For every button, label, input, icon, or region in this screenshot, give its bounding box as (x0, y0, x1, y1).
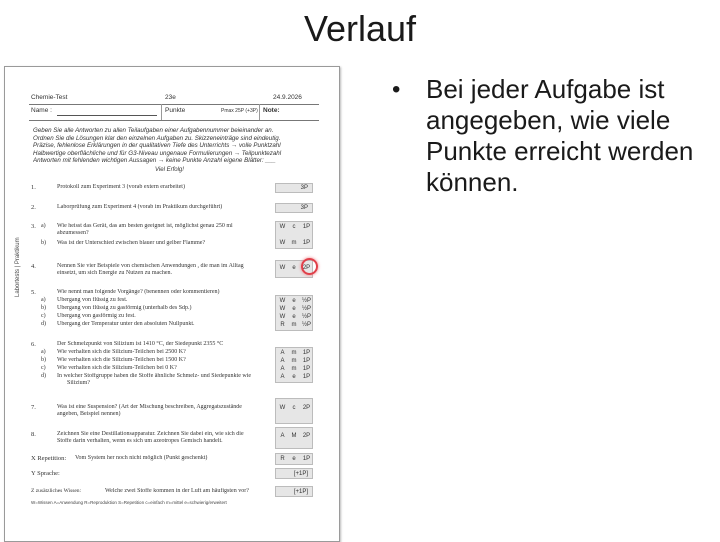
points-level: m (291, 366, 297, 372)
question-text: Welche zwei Stoffe kommen in der Luft am häufigsten vor? (105, 488, 249, 494)
points-value: 1P (302, 358, 311, 364)
points-value: 1P (302, 374, 311, 380)
instruction-line: Präzise, fehlenlose Erklärungen in der qualitativen Tiefe des Unterrichts → volle Punktzahl (33, 142, 281, 150)
question-number: 2. (31, 204, 36, 211)
points-level: e (292, 374, 296, 380)
question-number: 6. (31, 341, 36, 348)
points-value: 1P (302, 366, 311, 372)
points-value: [+1P] (293, 489, 308, 495)
points-value: 3P (300, 205, 308, 211)
points-type: W (279, 265, 286, 271)
points-value: ½P (301, 322, 311, 328)
question-number: 1. (31, 184, 36, 191)
question-text: Übergang von gasförmig zu fest. (57, 313, 136, 319)
slide-title: Verlauf (303, 8, 417, 49)
question-text: Zeichnen Sie eine Destillationsapparatur. Zeichnen Sie dabei ein, wie sich die (57, 431, 244, 437)
test-document-image (4, 66, 340, 542)
doc-punkte-label: Punkte (165, 107, 186, 114)
question-number: 4. (31, 263, 36, 270)
question-text: Stoffe darin verhalten, wenn es sich um azeotropes Gemisch handelt. (57, 438, 223, 444)
question-text: Übergang der Temperatur unter den absoluten Nullpunkt. (57, 321, 195, 327)
question-text: Der Schmelzpunkt von Silizium ist 1410 °C, der Siedepunkt 2355 °C (57, 341, 224, 347)
question-number: 8. (31, 431, 36, 438)
points-level: e (292, 456, 296, 462)
points-type: A (280, 358, 285, 364)
points-value: 3P (300, 185, 308, 191)
instruction-line: Geben Sie alle Antworten zu allen Teilaufgaben einer Aufgabennummer beieinander an. (33, 127, 274, 134)
points-level: m (291, 240, 297, 246)
question-text: Wie verhalten sich die Silizium-Teilchen bei 1500 K? (57, 357, 186, 363)
points-value: 1P (302, 224, 311, 230)
doc-note-label: Note: (263, 107, 280, 114)
points-value: ½P (301, 306, 311, 312)
question-sub: a) (41, 349, 46, 355)
question-sub: c) (41, 313, 46, 319)
question-text: In welcher Stoffgruppe haben die Stoffe ähnliche Schmelz- und Siedepunkte wie (57, 373, 252, 379)
question-text: einsetzt, um sich Energie zu Nutzen zu machen. (57, 270, 173, 276)
header-divider (29, 120, 319, 121)
doc-name-label: Name : (31, 107, 52, 114)
question-sub: b) (41, 305, 46, 311)
question-text: Wie heisst das Gerät, das am besten geeignet ist, möglichst genau 250 ml (57, 223, 233, 229)
points-box (275, 347, 313, 383)
points-type: A (280, 350, 285, 356)
points-level: e (292, 314, 296, 320)
points-type: A (280, 374, 285, 380)
question-text: abzumessen? (57, 230, 89, 236)
points-value: ½P (301, 314, 311, 320)
question-sub: b) (41, 357, 46, 363)
points-level: m (291, 322, 297, 328)
instruction-line: Ordnen Sie die Lösungen klar den einzelnen Aufgaben zu. Skizzeneinträge sind eindeutig. (33, 134, 281, 142)
question-number: Y Sprache: (31, 470, 60, 477)
question-sub: d) (41, 321, 46, 327)
points-value: 2P (302, 433, 311, 439)
points-value: 2P (302, 405, 311, 411)
points-box (275, 183, 313, 193)
points-box (275, 468, 313, 479)
points-box (275, 486, 313, 497)
question-text: Was ist der Unterschied zwischen blauer und gelber Flamme? (57, 240, 206, 246)
question-sub: a) (41, 223, 46, 229)
points-type: A (280, 366, 285, 372)
question-text: Übergang von flüssig zu fest. (57, 297, 128, 303)
question-number: X Repetition: (31, 455, 67, 462)
points-value: 1P (302, 240, 311, 246)
instruction-line: Antworten mit fehlenden wichtigen Aussagen → keine Punkte Anzahl eigene Blätter: ___ (33, 157, 276, 165)
header-separator (161, 104, 162, 120)
points-box (275, 427, 313, 449)
points-box (275, 453, 313, 465)
points-box (275, 295, 313, 331)
points-level: e (292, 298, 296, 304)
points-level: m (291, 358, 297, 364)
points-type: W (279, 405, 286, 411)
points-type: W (279, 314, 286, 320)
question-text: Protokoll zum Experiment 3 (vorab extern erarbeitet) (57, 184, 185, 190)
question-number: Z zusätzliches Wissen: (31, 488, 82, 494)
points-level: c (292, 224, 296, 230)
question-sub: a) (41, 297, 46, 303)
question-number: 3. (31, 223, 36, 230)
question-text: Was ist eine Suspension? (Art der Mischung beschreiben, Aggregatszustände (57, 404, 242, 410)
doc-subject: Chemie-Test (31, 94, 68, 101)
question-text: Nennen Sie vier Beispiele von chemischen Anwendungen , die man im Alltag (57, 263, 244, 269)
points-level: M (291, 433, 297, 439)
question-text: Wie verhalten sich die Silizium-Teilchen bei 2500 K? (57, 349, 186, 355)
points-level: c (292, 405, 296, 411)
points-type: R (280, 322, 285, 328)
points-type: A (280, 433, 285, 439)
points-box (275, 203, 313, 213)
question-text: Silizium? (67, 380, 90, 386)
question-sub: c) (41, 365, 46, 371)
doc-footer: W=Wissen A=Anwendung R=Reproduktion S=Repetition c=einfach m=mittel e=schwierig/erweitert (31, 500, 227, 505)
points-level: e (292, 265, 296, 271)
points-value: 2P (302, 265, 311, 271)
bullet-item: Bei jeder Aufgabe ist angegeben, wie viele Punkte erreicht werden können. (426, 74, 694, 197)
points-type: W (279, 240, 286, 246)
doc-date: 24.9.2026 (273, 94, 302, 101)
header-divider (29, 104, 319, 105)
question-sub: b) (41, 240, 46, 246)
good-luck-text: Viel Erfolg! (155, 167, 184, 173)
points-box (275, 398, 313, 424)
points-type: R (280, 456, 285, 462)
points-value: 1P (302, 456, 311, 462)
points-type: W (279, 298, 286, 304)
name-line (57, 115, 157, 116)
question-text: angeben, Beispiel nennen) (57, 411, 121, 417)
instructions-block (33, 127, 321, 165)
points-level: e (292, 306, 296, 312)
points-value: ½P (301, 298, 311, 304)
doc-points-max: Pmax 25P (+3P) (221, 108, 258, 114)
points-value: [+1P] (293, 471, 308, 477)
header-separator (259, 104, 260, 120)
question-number: 5. (31, 289, 36, 296)
question-text: Wie nennt man folgende Vorgänge? (benennen oder kommentieren) (57, 289, 220, 295)
question-text: Übergang von flüssig zu gasförmig (unterhalb des Sdp.) (57, 305, 192, 311)
side-label: Labortests | Praktikum (15, 237, 21, 297)
points-level: m (291, 350, 297, 356)
highlight-circle-icon (301, 258, 318, 275)
points-box (275, 221, 313, 249)
doc-class: 23e (165, 94, 176, 101)
question-text: Laborprüfung zum Experiment 4 (vorab im Praktikum durchgeführt) (57, 204, 223, 210)
question-text: Wie verhalten sich die Silizium-Teilchen bei 0 K? (57, 365, 177, 371)
instruction-line: Halbwertige oberflächliche und für G3-Niveau ungenaue Formulierungen → Teilpunktezahl (33, 149, 282, 157)
question-number: 7. (31, 404, 36, 411)
question-sub: d) (41, 373, 46, 379)
points-type: W (279, 224, 286, 230)
points-type: W (279, 306, 286, 312)
question-text: Vom System her noch nicht möglich (Punkt geschenkt) (75, 455, 208, 461)
points-value: 1P (302, 350, 311, 356)
bullet-dot-icon: • (392, 76, 401, 103)
